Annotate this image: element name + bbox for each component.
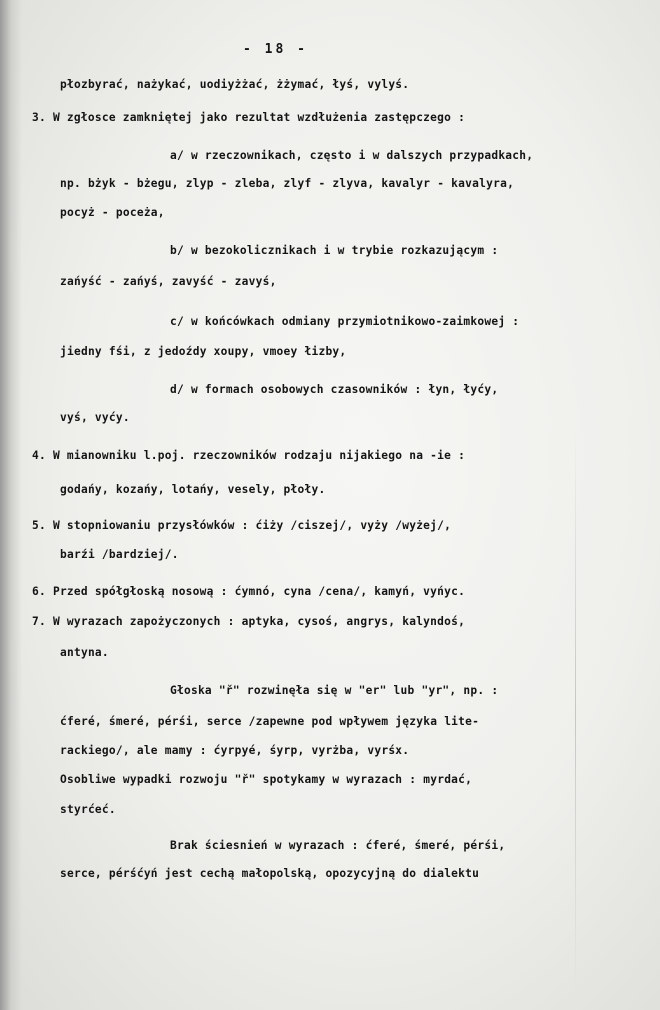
text-line-21: rackiego/, ale mamy : ćyrpyé, śyrp, vyrżba, vyrśx. — [60, 744, 410, 757]
text-line-25: serce, pérśćyń jest cechą małopolską, opozycyjną do dialektu — [60, 867, 480, 880]
text-line-17: 7. W wyrazach zapożyczonych : aptyka, cysoś, angrys, kalyndoś, — [32, 615, 466, 628]
text-line-11: vyś, vyćy. — [60, 411, 130, 424]
text-line-16: 6. Przed spółgłoską nosową : ćymnó, cyna /cena/, kamyń, vyńyc. — [32, 585, 466, 598]
text-line-9: jiedny fśi, z jedoźdy xoupy, vmoey łizby, — [60, 345, 347, 358]
text-line-10: d/ w formach osobowych czasowników : łyn, łyćy, — [170, 383, 499, 396]
text-line-23: styrćeć. — [60, 803, 116, 816]
text-line-5: pocyż - poceża, — [60, 206, 165, 219]
text-line-7: zańyść - zańyś, zavyść - zavyś, — [60, 275, 277, 288]
text-line-1: płozbyrać, nażykać, uodiyżżać, żżymać, łyś, vylyś. — [60, 78, 410, 91]
text-line-14: 5. W stopniowaniu przysłówków : ćiży /ciszej/, vyży /wyżej/, — [32, 519, 452, 532]
text-line-2: 3. W zgłosce zamkniętej jako rezultat wzdłużenia zastępczego : — [32, 111, 466, 124]
text-line-22: Osobliwe wypadki rozwoju "ř" spotykamy w wyrazach : myrdać, — [60, 773, 473, 786]
text-line-12: 4. W mianowniku l.poj. rzeczowników rodzaju nijakiego na -ie : — [32, 449, 466, 462]
text-line-6: b/ w bezokolicznikach i w trybie rozkazującym : — [170, 244, 499, 257]
text-line-20: ćferé, śmeré, pérśi, serce /zapewne pod wpływem języka lite- — [60, 715, 480, 728]
page-number: - 18 - — [243, 42, 308, 57]
text-line-4: np. bżyk - bżegu, zlyp - zleba, zlyf - zlyva, kavalyr - kavalyra, — [60, 177, 515, 190]
text-line-19: Głoska "ř" rozwinęła się w "er" lub "yr", np. : — [170, 684, 499, 697]
text-line-13: godańy, kozańy, lotańy, vesely, płoły. — [60, 483, 326, 496]
text-line-15: barźi /bardziej/. — [60, 548, 179, 561]
text-line-3: a/ w rzeczownikach, często i w dalszych przypadkach, — [170, 149, 534, 162]
text-line-24: Brak ściesnień w wyrazach : ćferé, śmeré, pérśi, — [170, 839, 506, 852]
text-line-18: antyna. — [60, 646, 109, 659]
text-line-8: c/ w końcówkach odmiany przymiotnikowo-zaimkowej : — [170, 315, 520, 328]
